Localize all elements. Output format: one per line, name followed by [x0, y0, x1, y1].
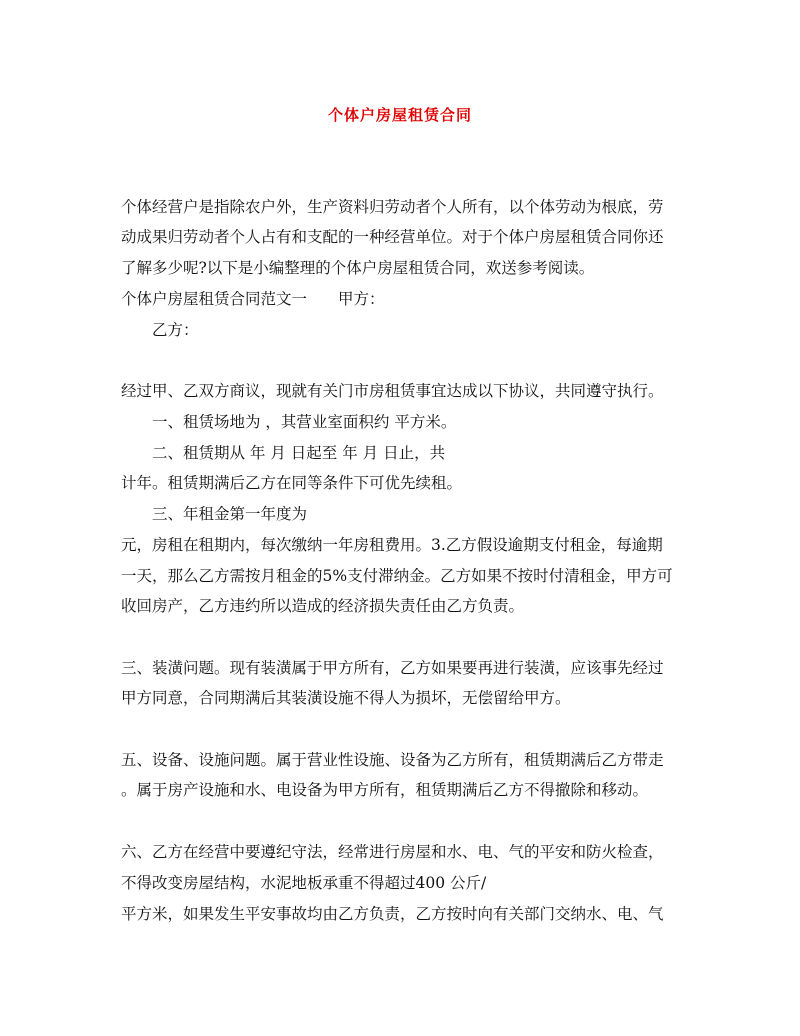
text-line: 收回房产，乙方违约所以造成的经济损失责任由乙方负责。	[121, 597, 525, 615]
text-line: 。属于房产设施和水、电设备为甲方所有，租赁期满后乙方不得撤除和移动。	[121, 781, 649, 799]
text-line: 个体经营户是指除农户外，生产资料归劳动者个人所有，以个体劳动为根底，劳	[121, 198, 664, 216]
text-line: 二、租赁期从 年 月 日起至 年 月 日止，共	[152, 444, 446, 462]
text-line: 六、乙方在经营中要遵纪守法，经常进行房屋和水、电、气的平安和防火检查，	[121, 843, 664, 861]
text-line: 五、设备、设施问题。属于营业性设施、设备为乙方所有，租赁期满后乙方带走	[121, 751, 664, 769]
text-line: 个体户房屋租赁合同范文一 甲方：	[121, 290, 385, 308]
text-line: 一、租赁场地为 ，其营业室面积约 平方米。	[152, 413, 457, 431]
text-line: 元，房租在租期内，每次缴纳一年房租费用。3.乙方假设逾期支付租金，每逾期	[121, 536, 663, 554]
text-line: 乙方：	[152, 321, 199, 339]
text-line: 不得改变房屋结构，水泥地板承重不得超过400 公斤/	[121, 874, 487, 892]
document-title: 个体户房屋租赁合同	[327, 106, 472, 124]
text-line: 三、装潢问题。现有装潢属于甲方所有，乙方如果要再进行装潢，应该事先经过	[121, 659, 664, 677]
text-line: 平方米，如果发生平安事故均由乙方负责，乙方按时向有关部门交纳水、电、气	[121, 905, 664, 923]
text-line: 动成果归劳动者个人占有和支配的一种经营单位。对于个体户房屋租赁合同你还	[121, 228, 664, 246]
text-line: 三、年租金第一年度为	[152, 505, 308, 523]
text-line: 甲方同意，合同期满后其装潢设施不得人为损坏，无偿留给甲方。	[121, 689, 571, 707]
text-line: 了解多少呢?以下是小编整理的个体户房屋租赁合同，欢送参考阅读。	[121, 259, 595, 277]
text-line: 计年。租赁期满后乙方在同等条件下可优先续租。	[121, 474, 463, 492]
text-line: 经过甲、乙双方商议，现就有关门市房租赁事宜达成以下协议，共同遵守执行。	[121, 382, 664, 400]
text-line: 一天，那么乙方需按月租金的5%支付滞纳金。乙方如果不按时付清租金，甲方可	[121, 567, 673, 585]
